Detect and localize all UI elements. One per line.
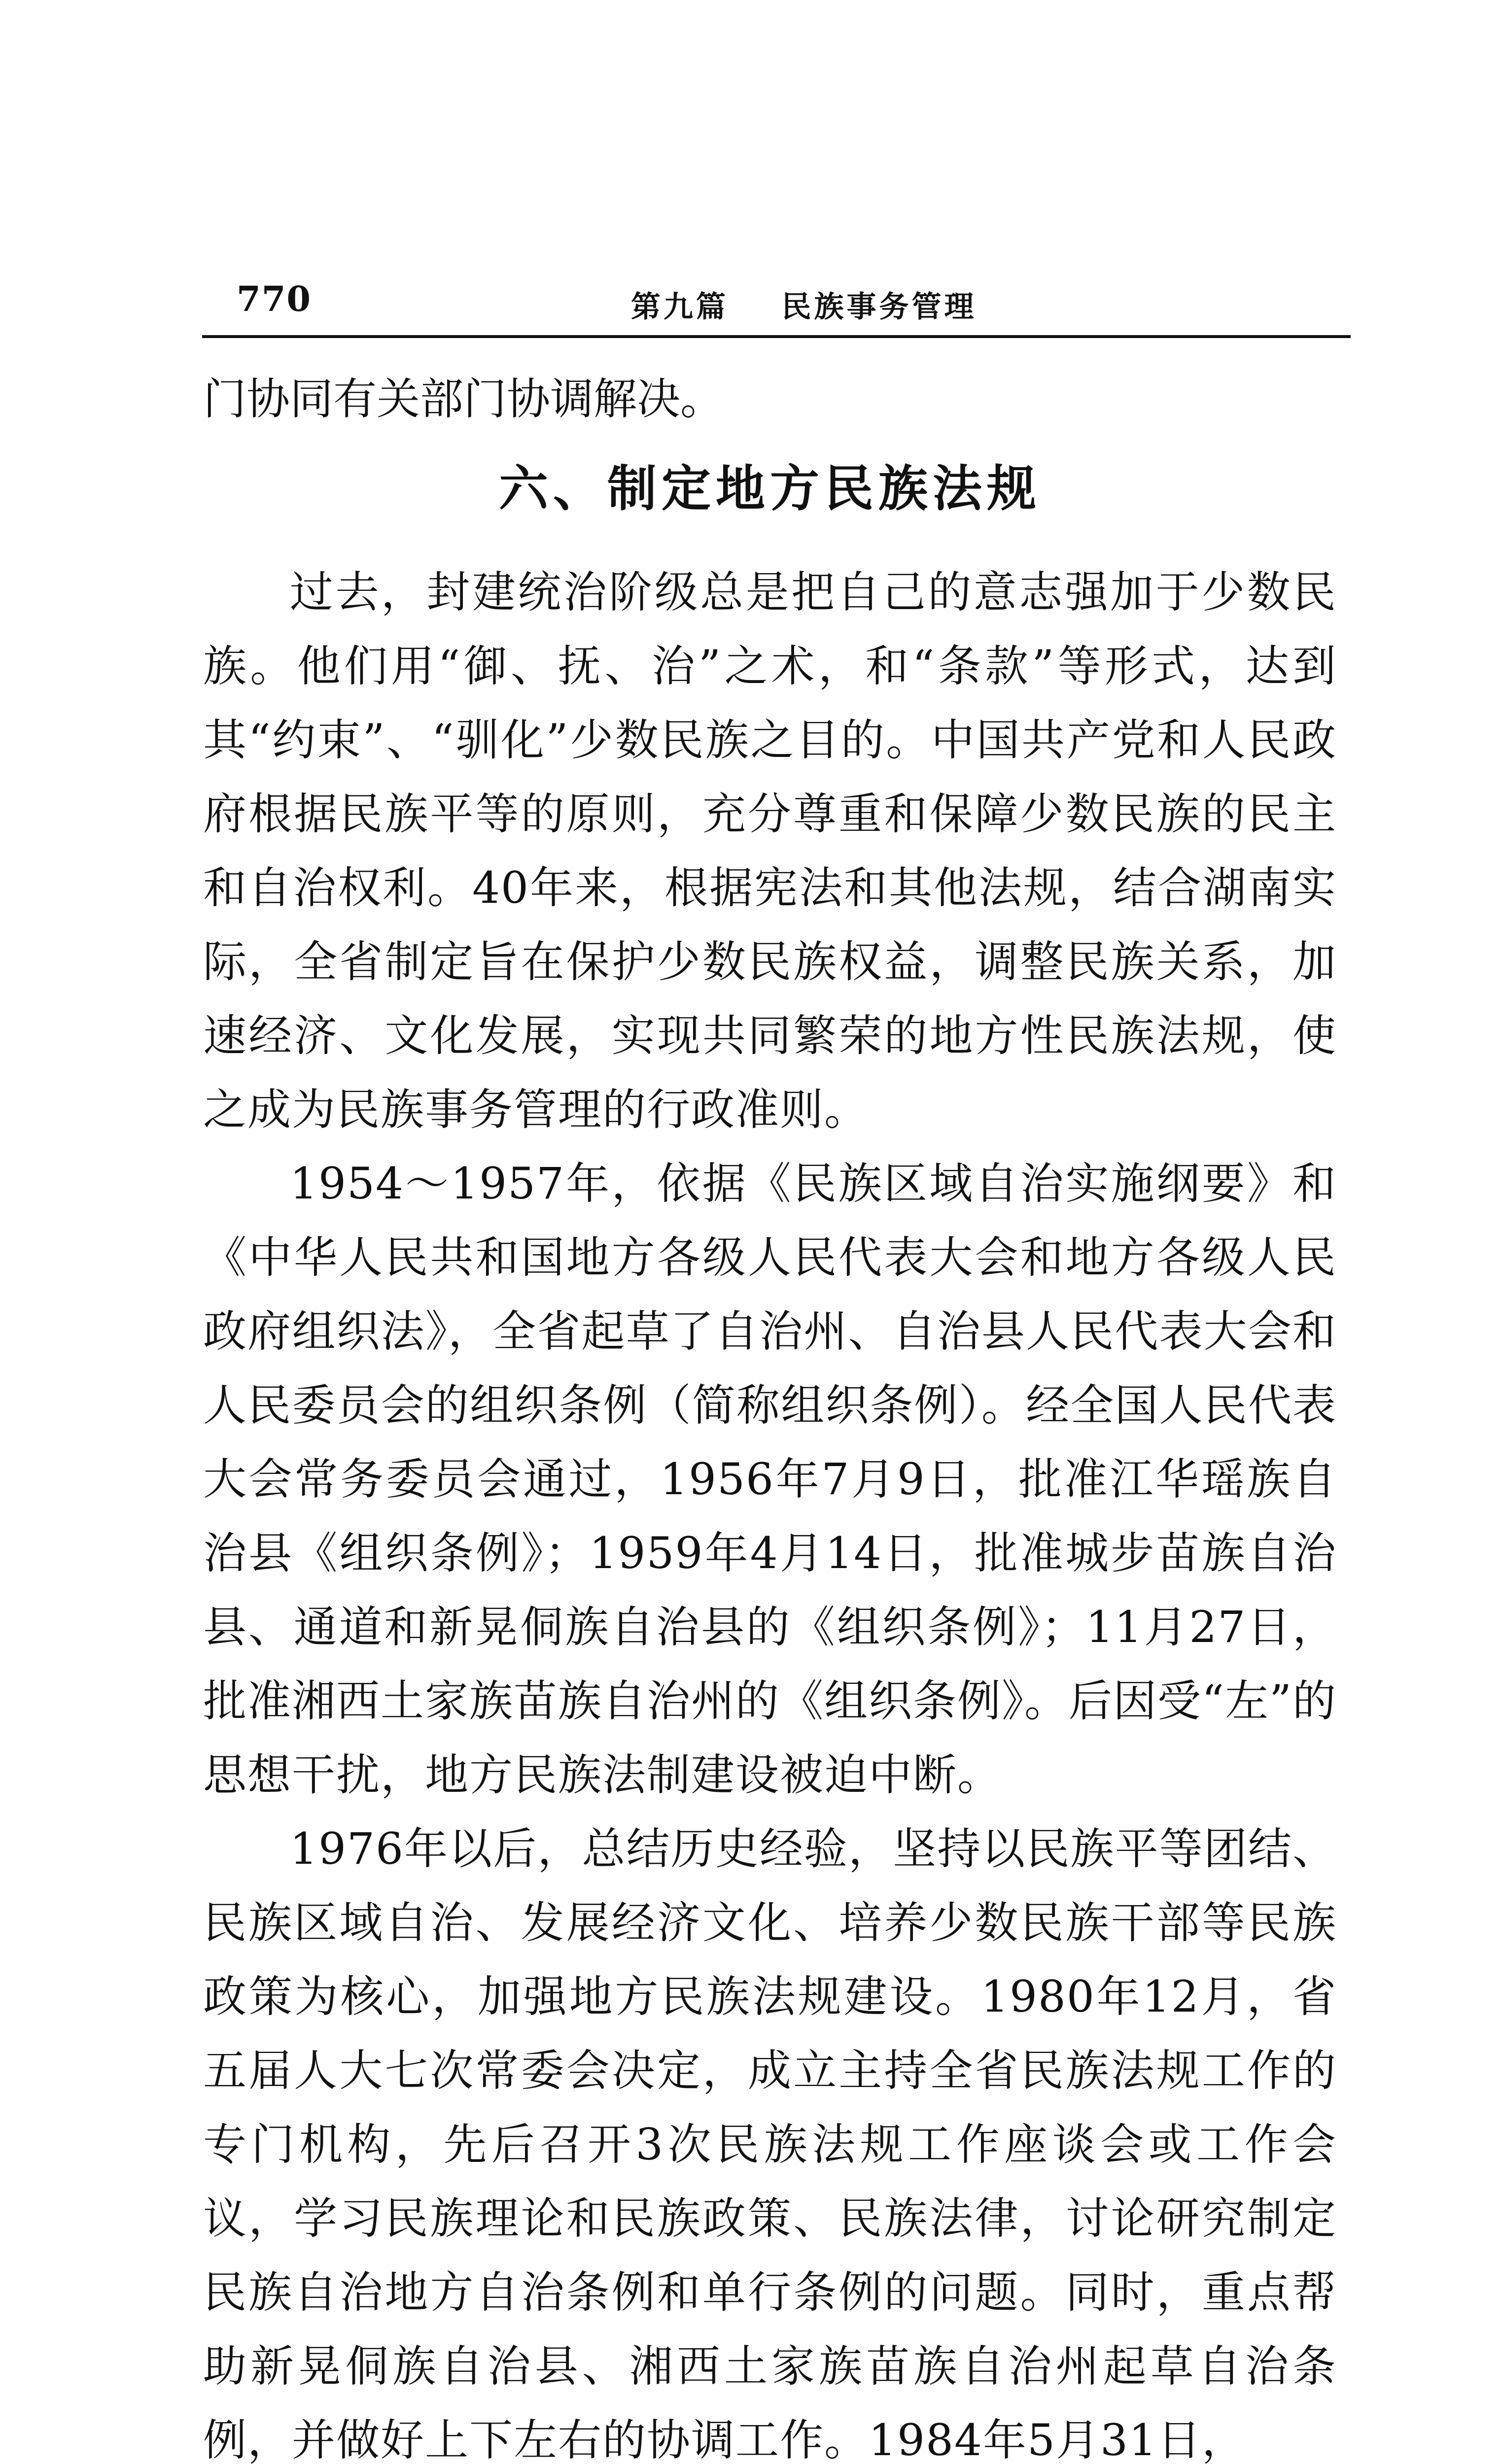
header-rule bbox=[202, 335, 1351, 338]
paragraph-2: 1954～1957年，依据《民族区域自治实施纲要》和《中华人民共和国地方各级人民代表大会和地方各级人民政府组织法》，全省起草了自治州、自治县人民代表大会和人民委员会的组织条例（简称组织条例）。经全国人民代表大会常务委员会通过，1956年7月9日，批准江华瑶族自治县《组织条例》；1959年4月14日，批准城步苗族自治县、通道和新晃侗族自治县的《组织条例》；11月27日，批准湘西土家族苗族自治州的《组织条例》。后因受“左”的思想干扰，地方民族法制建设被迫中断。 bbox=[203, 1158, 1337, 1800]
running-header bbox=[202, 274, 1351, 338]
paragraph-1: 过去，封建统治阶级总是把自己的意志强加于少数民族。他们用“御、抚、治”之术，和“条款”等形式，达到其“约束”、“驯化”少数民族之目的。中国共产党和人民政府根据民族平等的原则，充分尊重和保障少数民族的民主和自治权利。40年来，根据宪法和其他法规，结合湖南实际，全省制定旨在保护少数民族权益，调整民族关系，加速经济、文化发展，实现共同繁荣的地方性民族法规，使之成为民族事务管理的行政准则。 bbox=[203, 567, 1337, 1135]
page-number: 770 bbox=[237, 278, 312, 319]
paragraph-3: 1976年以后，总结历史经验，坚持以民族平等团结、民族区域自治、发展经济文化、培养少数民族干部等民族政策为核心，加强地方民族法规建设。1980年12月，省五届人大七次常委会决定，成立主持全省民族法规工作的专门机构，先后召开3次民族法规工作座谈会或工作会议，学习民族理论和民族政策、民族法律，讨论研究制定民族自治地方自治条例和单行条例的问题。同时，重点帮助新晃侗族自治县、湘西土家族苗族自治州起草自治条例，并做好上下左右的协调工作。1984年5月31日， bbox=[203, 1823, 1337, 2464]
carryover-text: 门协同有关部门协调解决。 bbox=[203, 374, 724, 424]
section-heading: 六、制定地方民族法规 bbox=[499, 460, 1041, 517]
running-title: 第九篇 民族事务管理 bbox=[631, 290, 977, 324]
page-body bbox=[203, 362, 1337, 2464]
